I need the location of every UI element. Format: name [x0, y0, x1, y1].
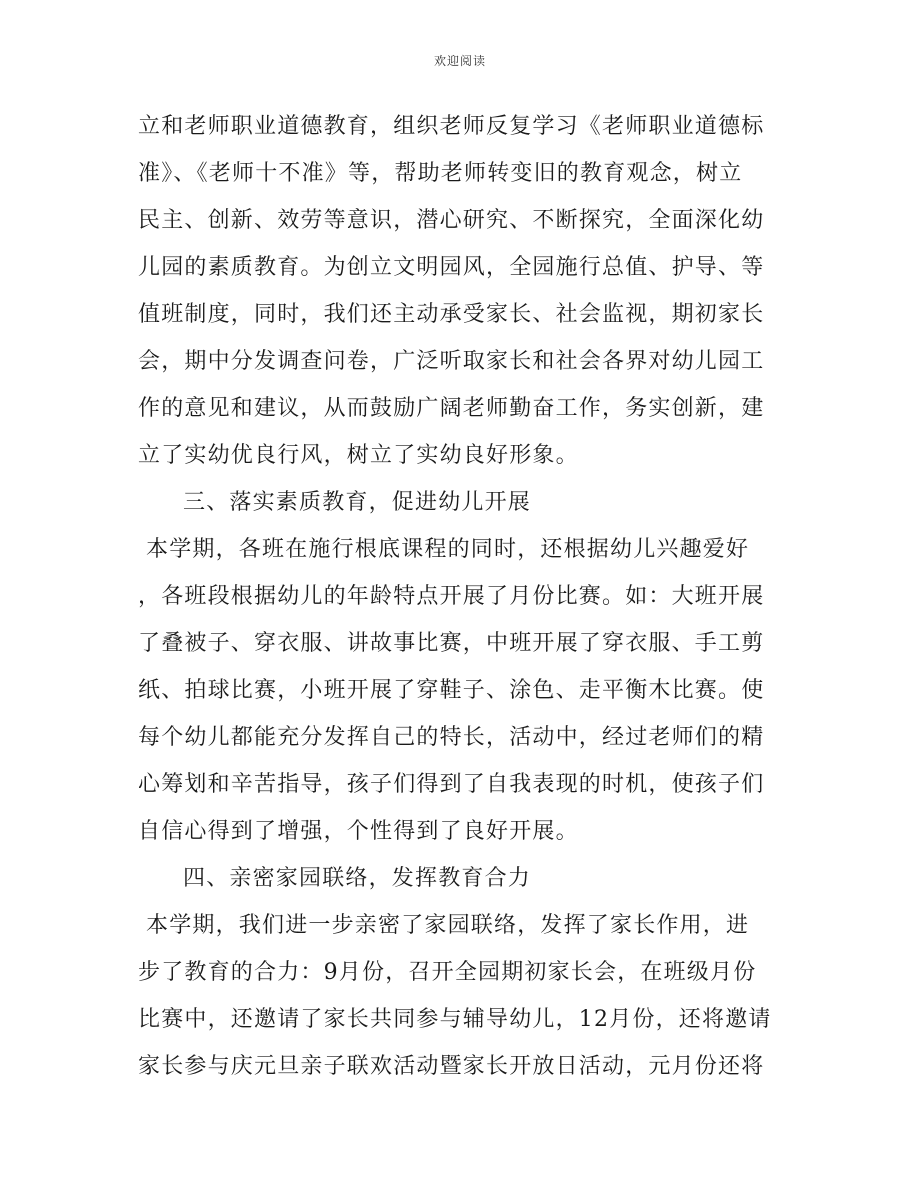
paragraph-line: 儿园的素质教育。为创立文明园风，全园施行总值、护导、等	[138, 255, 765, 280]
paragraph-line: 值班制度，同时，我们还主动承受家长、社会监视，期初家长	[138, 302, 765, 327]
paragraph-line: 作的意见和建议，从而鼓励广阔老师勤奋工作，务实创新，建	[138, 396, 765, 421]
paragraph-line: 立了实幼优良行风，树立了实幼良好形象。	[138, 443, 579, 468]
paragraph-line: 立和老师职业道德教育，组织老师反复学习《老师职业道德标	[138, 114, 765, 139]
paragraph-line: 会，期中分发调查问卷，广泛听取家长和社会各界对幼儿园工	[138, 349, 765, 374]
paragraph-line: 心筹划和辛苦指导，孩子们得到了自我表现的时机，使孩子们	[138, 772, 765, 797]
paragraph-line: 比赛中，还邀请了家长共同参与辅导幼儿，12月份，还将邀请	[138, 1007, 772, 1032]
paragraph-line: 自信心得到了增强，个性得到了良好开展。	[138, 819, 579, 844]
paragraph-line: 了叠被子、穿衣服、讲故事比赛，中班开展了穿衣服、手工剪	[138, 631, 765, 656]
paragraph-line: 本学期，各班在施行根底课程的同时，还根据幼儿兴趣爱好	[146, 537, 750, 562]
paragraph-line: 纸、拍球比赛，小班开展了穿鞋子、涂色、走平衡木比赛。使	[138, 678, 765, 703]
paragraph-line: 民主、创新、效劳等意识，潜心研究、不断探究，全面深化幼	[138, 208, 765, 233]
paragraph-line: 准》、《老师十不准》等，帮助老师转变旧的教育观念，树立	[138, 161, 743, 186]
paragraph-line: 家长参与庆元旦亲子联欢活动暨家长开放日活动，元月份还将	[138, 1054, 765, 1079]
paragraph-line: 本学期，我们进一步亲密了家园联络，发挥了家长作用，进	[146, 913, 750, 938]
section-heading: 三、落实素质教育，促进幼儿开展	[183, 490, 532, 515]
paragraph-line: ，各班段根据幼儿的年龄特点开展了月份比赛。如：大班开展	[138, 584, 765, 609]
paragraph-line: 步了教育的合力：9月份，召开全园期初家长会，在班级月份	[138, 960, 757, 985]
page-header: 欢迎阅读	[433, 54, 486, 68]
paragraph-line: 每个幼儿都能充分发挥自己的特长，活动中，经过老师们的精	[138, 725, 765, 750]
section-heading: 四、亲密家园联络，发挥教育合力	[183, 866, 532, 891]
document-body	[138, 103, 788, 1090]
